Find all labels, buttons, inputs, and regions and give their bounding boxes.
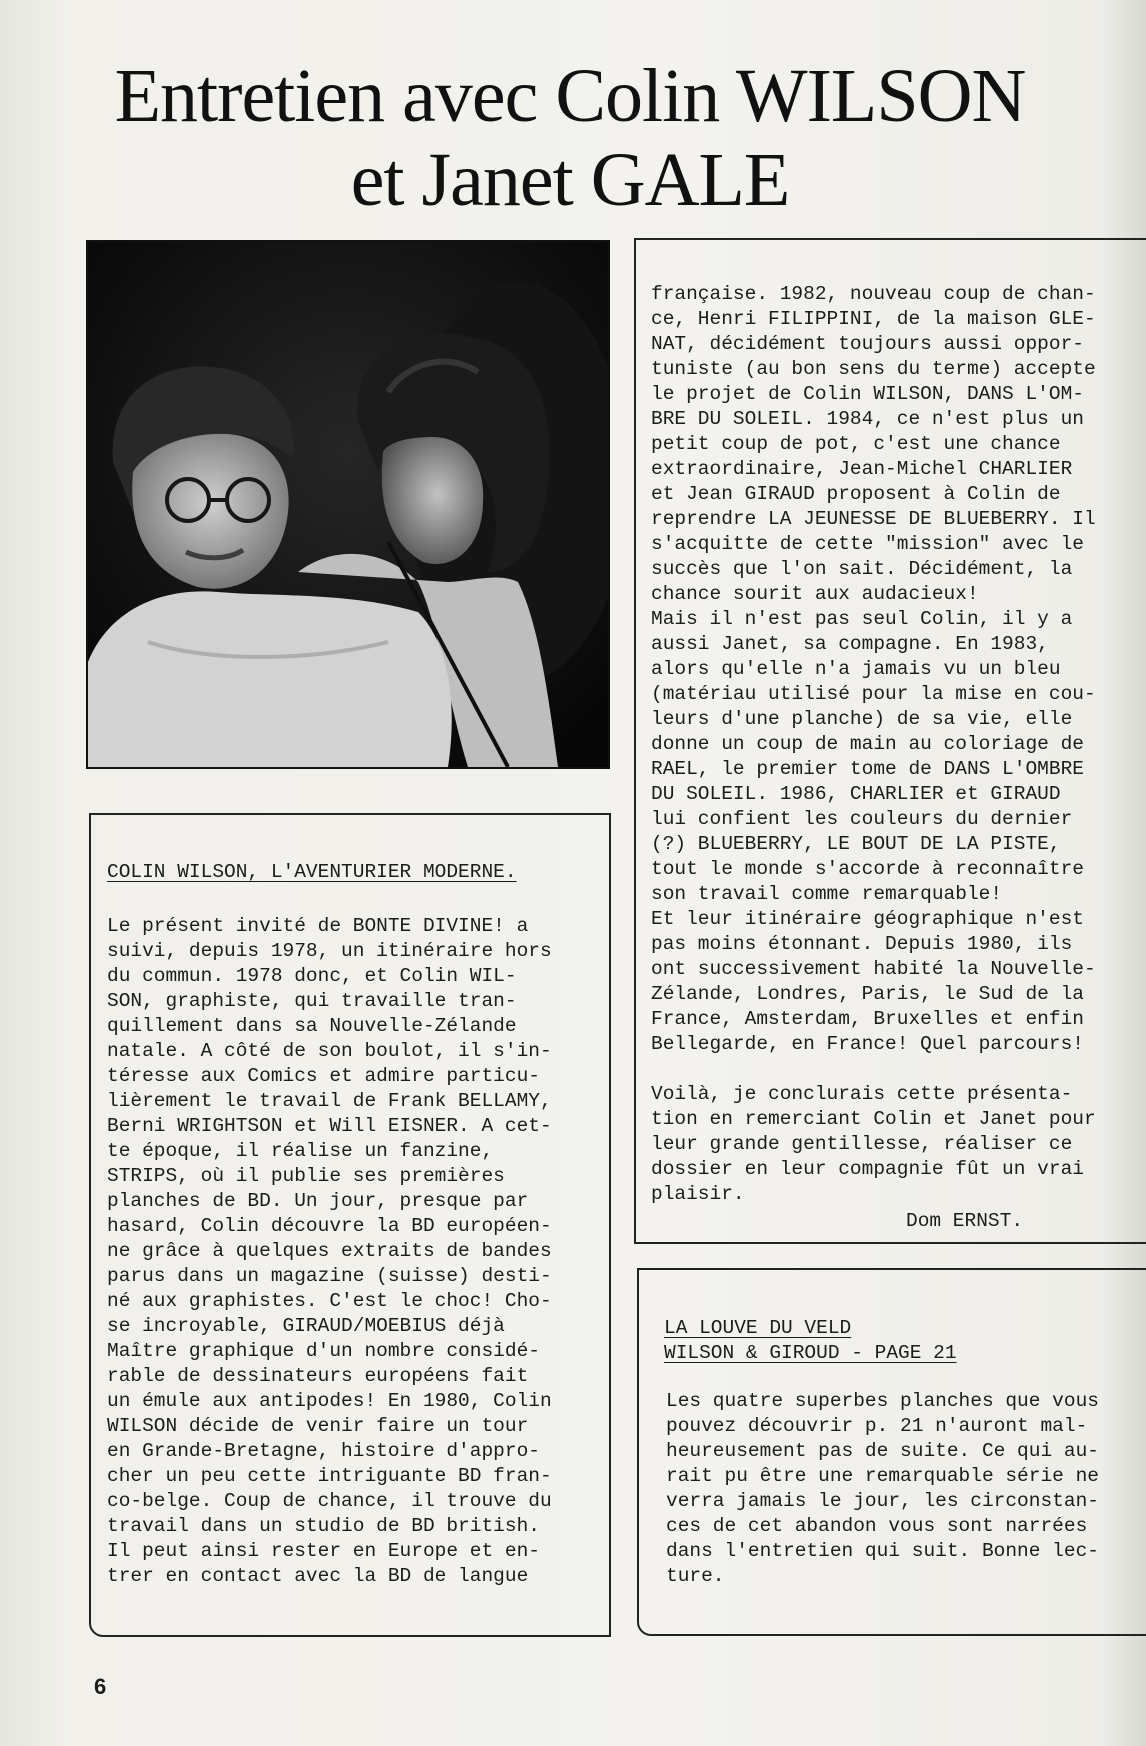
article-heading: COLIN WILSON, L'AVENTURIER MODERNE.: [107, 861, 517, 883]
sidebar-heading-credits: WILSON & GIROUD - PAGE 21: [664, 1342, 957, 1364]
title-line-1: Entretien avec Colin WILSON: [114, 54, 1026, 138]
article-text-right: française. 1982, nouveau coup de chan- ce, Henri FILIPPINI, de la maison GLE- NAT, décidément toujours aussi oppor- tuniste (au bon sens du terme) accepte le projet de Colin WILSON, DANS L'OM- BRE DU SOLEIL. 1984, ce n'est plus un petit coup de pot, c'est une chance extraordinaire, Jean-Michel CHARLIER et Jean GIRAUD proposent à Colin de reprendre LA JEUNESSE DE BLUEBERRY. Il s'acquitte de cette "mission" avec le succès que l'on sait. Décidément, la chance sourit aux audacieux! Mais il n'est pas seul Colin, il y a aussi Janet, sa compagne. En 1983, alors qu'elle n'a jamais vu un bleu (matériau utilisé pour la mise en cou- leurs d'une planche) de sa vie, elle donne un coup de main au coloriage de RAEL, le premier tome de DANS L'OMBRE DU SOLEIL. 1986, CHARLIER et GIRAUD lui confient les couleurs du dernier (?) BLUEBERRY, LE BOUT DE LA PISTE, tout le monde s'accorde à reconnaître son travail comme remarquable! Et leur itinéraire géographique n'est pas moins étonnant. Depuis 1980, ils ont successivement habité la Nouvelle- Zélande, Londres, Paris, le Sud de la France, Amsterdam, Bruxelles et enfin Bellegarde, en France! Quel parcours! Voilà, je conclurais cette présenta- tion en remerciant Colin et Janet pour leur grande gentillesse, réaliser ce dossier en leur compagnie fût un vrai plaisir.: [651, 283, 1096, 1205]
sidebar-heading-title: LA LOUVE DU VELD: [664, 1317, 852, 1339]
title-line-2: et Janet GALE: [350, 138, 790, 222]
photo-of-two-people: [86, 240, 610, 769]
photo-illustration: [88, 242, 608, 767]
article-signature: Dom ERNST.: [906, 1210, 1024, 1232]
sidebar-text: Les quatre superbes planches que vous pouvez découvrir p. 21 n'auront mal- heureusement pas de suite. Ce qui au- rait pu être une remarquable série ne verra jamais le jour, les circonstan- ces de cet abandon vous sont narrées dans l'entretien qui suit. Bonne lec- ture.: [666, 1390, 1099, 1587]
article-text-left: Le présent invité de BONTE DIVINE! a suivi, depuis 1978, un itinéraire hors du commun. 1978 donc, et Colin WIL- SON, graphiste, qui travaille tran- quillement dans sa Nouvelle-Zélande natale. A côté de son boulot, il s'in- téresse aux Comics et admire particu- lièrement le travail de Frank BELLAMY, Berni WRIGHTSON et Will EISNER. A cet- te époque, il réalise un fanzine, STRIPS, où il publie ses premières planches de BD. Un jour, presque par hasard, Colin découvre la BD européen- ne grâce à quelques extraits de bandes parus dans un magazine (suisse) desti- né aux graphistes. C'est le choc! Cho- se incroyable, GIRAUD/MOEBIUS déjà Maître graphique d'un nombre considé- rable de dessinateurs européens fait un émule aux antipodes! En 1980, Colin WILSON décide de venir faire un tour en Grande-Bretagne, histoire d'appro- cher un peu cette intriguante BD fran- co-belge. Coup de chance, il trouve du travail dans un studio de BD british. Il peut ainsi rester en Europe et en- trer en contact avec la BD de langue: [107, 915, 552, 1587]
page-number: 6: [94, 1674, 107, 1699]
